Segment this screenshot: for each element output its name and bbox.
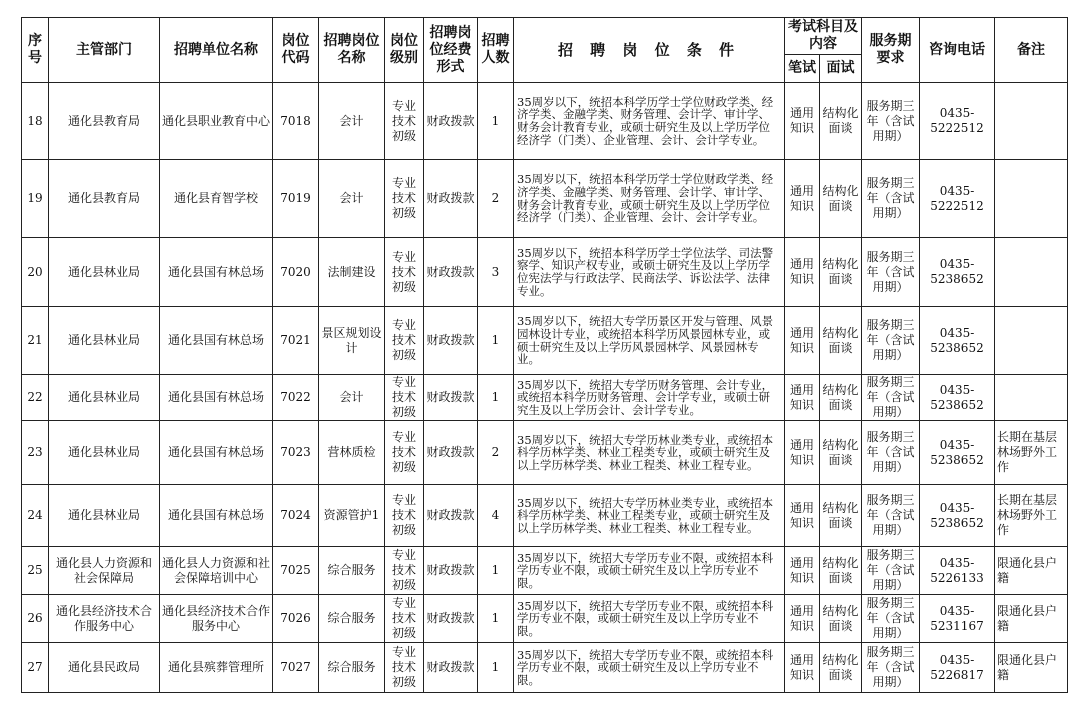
dept-cell: 通化县教育局 <box>49 83 160 160</box>
code-cell: 7021 <box>273 307 319 375</box>
phone-cell: 0435-5238652 <box>920 307 995 375</box>
table-row <box>22 238 1068 307</box>
level-cell: 专业技术初级 <box>385 595 424 643</box>
level-cell: 专业技术初级 <box>385 547 424 595</box>
dept-cell: 通化县林业局 <box>49 238 160 307</box>
phone-cell: 0435-5231167 <box>920 595 995 643</box>
unit-cell: 通化县国有林总场 <box>160 485 273 547</box>
service-cell: 服务期三年（含试用期） <box>862 595 920 643</box>
header-row <box>22 18 1068 55</box>
post-cell: 资源管护1 <box>319 485 385 547</box>
header-post: 招聘岗位名称 <box>319 18 385 83</box>
post-cell: 景区规划设计 <box>319 307 385 375</box>
unit-cell: 通化县人力资源和社会保障培训中心 <box>160 547 273 595</box>
interview-cell: 结构化面谈 <box>820 485 862 547</box>
header-conditions: 招 聘 岗 位 条 件 <box>514 18 785 83</box>
table-row <box>22 595 1068 643</box>
written-exam-cell: 通用知识 <box>785 307 820 375</box>
seq-cell: 24 <box>22 485 49 547</box>
fund-cell: 财政拨款 <box>424 375 478 421</box>
service-cell: 服务期三年（含试用期） <box>862 485 920 547</box>
interview-cell: 结构化面谈 <box>820 595 862 643</box>
service-cell: 服务期三年（含试用期） <box>862 547 920 595</box>
dept-cell: 通化县林业局 <box>49 375 160 421</box>
phone-cell: 0435-5238652 <box>920 238 995 307</box>
fund-cell: 财政拨款 <box>424 238 478 307</box>
conditions-cell: 35周岁以下，统招大专学历专业不限，或统招本科学历专业不限，或硕士研究生及以上学历专业不限。 <box>514 547 785 595</box>
note-cell: 限通化县户籍 <box>995 595 1068 643</box>
table-row <box>22 421 1068 485</box>
post-cell: 综合服务 <box>319 595 385 643</box>
post-cell: 法制建设 <box>319 238 385 307</box>
interview-cell: 结构化面谈 <box>820 83 862 160</box>
written-exam-cell: 通用知识 <box>785 238 820 307</box>
fund-cell: 财政拨款 <box>424 307 478 375</box>
phone-cell: 0435-5226133 <box>920 547 995 595</box>
header-dept: 主管部门 <box>49 18 160 83</box>
dept-cell: 通化县林业局 <box>49 307 160 375</box>
conditions-cell: 35周岁以下，统招大专学历林业类专业，或统招本科学历林学类、林业工程类专业，或硕士研究生及以上学历林学类、林业工程类、林业工程专业。 <box>514 421 785 485</box>
seq-cell: 18 <box>22 83 49 160</box>
code-cell: 7027 <box>273 643 319 693</box>
table-row <box>22 643 1068 693</box>
conditions-cell: 35周岁以下，统招大专学历专业不限，或统招本科学历专业不限，或硕士研究生及以上学历专业不限。 <box>514 595 785 643</box>
interview-cell: 结构化面谈 <box>820 547 862 595</box>
written-exam-cell: 通用知识 <box>785 485 820 547</box>
table-row <box>22 375 1068 421</box>
phone-cell: 0435-5226817 <box>920 643 995 693</box>
fund-cell: 财政拨款 <box>424 643 478 693</box>
seq-cell: 26 <box>22 595 49 643</box>
seq-cell: 19 <box>22 160 49 238</box>
service-cell: 服务期三年（含试用期） <box>862 160 920 238</box>
fund-cell: 财政拨款 <box>424 595 478 643</box>
count-cell: 1 <box>478 643 514 693</box>
header-unit: 招聘单位名称 <box>160 18 273 83</box>
written-exam-cell: 通用知识 <box>785 83 820 160</box>
code-cell: 7023 <box>273 421 319 485</box>
table-row <box>22 307 1068 375</box>
count-cell: 4 <box>478 485 514 547</box>
unit-cell: 通化县国有林总场 <box>160 421 273 485</box>
seq-cell: 22 <box>22 375 49 421</box>
unit-cell: 通化县国有林总场 <box>160 307 273 375</box>
table-row <box>22 83 1068 160</box>
code-cell: 7019 <box>273 160 319 238</box>
written-exam-cell: 通用知识 <box>785 160 820 238</box>
phone-cell: 0435-5238652 <box>920 421 995 485</box>
unit-cell: 通化县国有林总场 <box>160 238 273 307</box>
conditions-cell: 35周岁以下，统招大专学历林业类专业，或统招本科学历林学类、林业工程类专业，或硕士研究生及以上学历林学类、林业工程类、林业工程专业。 <box>514 485 785 547</box>
written-exam-cell: 通用知识 <box>785 421 820 485</box>
code-cell: 7026 <box>273 595 319 643</box>
interview-cell: 结构化面谈 <box>820 238 862 307</box>
note-cell <box>995 238 1068 307</box>
fund-cell: 财政拨款 <box>424 485 478 547</box>
dept-cell: 通化县林业局 <box>49 485 160 547</box>
header-written: 笔试 <box>785 55 820 83</box>
level-cell: 专业技术初级 <box>385 485 424 547</box>
header-exam: 考试科目及内容 <box>785 18 862 55</box>
note-cell <box>995 83 1068 160</box>
conditions-cell: 35周岁以下，统招本科学历学士学位法学、司法警察学、知识产权专业，或硕士研究生及以上学历学位宪法学与行政法学、民商法学、诉讼法学、法律专业。 <box>514 238 785 307</box>
seq-cell: 20 <box>22 238 49 307</box>
interview-cell: 结构化面谈 <box>820 375 862 421</box>
code-cell: 7025 <box>273 547 319 595</box>
written-exam-cell: 通用知识 <box>785 375 820 421</box>
dept-cell: 通化县民政局 <box>49 643 160 693</box>
service-cell: 服务期三年（含试用期） <box>862 421 920 485</box>
unit-cell: 通化县国有林总场 <box>160 375 273 421</box>
code-cell: 7020 <box>273 238 319 307</box>
fund-cell: 财政拨款 <box>424 421 478 485</box>
seq-cell: 23 <box>22 421 49 485</box>
phone-cell: 0435-5238652 <box>920 375 995 421</box>
dept-cell: 通化县教育局 <box>49 160 160 238</box>
header-phone: 咨询电话 <box>920 18 995 83</box>
header-fund: 招聘岗位经费形式 <box>424 18 478 83</box>
unit-cell: 通化县职业教育中心 <box>160 83 273 160</box>
count-cell: 2 <box>478 160 514 238</box>
conditions-cell: 35周岁以下，统招本科学历学士学位财政学类、经济学类、金融学类、财务管理、会计学、审计学、财务会计教育专业，或硕士研究生及以上学历学位经济学（门类）、企业管理、会计、会计学专业。 <box>514 83 785 160</box>
interview-cell: 结构化面谈 <box>820 643 862 693</box>
service-cell: 服务期三年（含试用期） <box>862 83 920 160</box>
dept-cell: 通化县经济技术合作服务中心 <box>49 595 160 643</box>
interview-cell: 结构化面谈 <box>820 307 862 375</box>
written-exam-cell: 通用知识 <box>785 643 820 693</box>
note-cell: 限通化县户籍 <box>995 547 1068 595</box>
fund-cell: 财政拨款 <box>424 547 478 595</box>
count-cell: 1 <box>478 375 514 421</box>
note-cell <box>995 375 1068 421</box>
post-cell: 综合服务 <box>319 643 385 693</box>
conditions-cell: 35周岁以下，统招大专学历专业不限，或统招本科学历专业不限，或硕士研究生及以上学历专业不限。 <box>514 643 785 693</box>
phone-cell: 0435-5222512 <box>920 160 995 238</box>
unit-cell: 通化县育智学校 <box>160 160 273 238</box>
header-level: 岗位级别 <box>385 18 424 83</box>
post-cell: 会计 <box>319 160 385 238</box>
header-seq: 序号 <box>22 18 49 83</box>
fund-cell: 财政拨款 <box>424 83 478 160</box>
count-cell: 3 <box>478 238 514 307</box>
unit-cell: 通化县经济技术合作服务中心 <box>160 595 273 643</box>
seq-cell: 27 <box>22 643 49 693</box>
conditions-cell: 35周岁以下，统招本科学历学士学位财政学类、经济学类、金融学类、财务管理、会计学、审计学、财务会计教育专业，或硕士研究生及以上学历学位经济学（门类）、企业管理、会计、会计学专业。 <box>514 160 785 238</box>
count-cell: 1 <box>478 83 514 160</box>
header-note: 备注 <box>995 18 1068 83</box>
level-cell: 专业技术初级 <box>385 83 424 160</box>
recruitment-table <box>21 17 1068 693</box>
recruitment-table-sheet <box>21 17 1068 693</box>
table-row <box>22 160 1068 238</box>
level-cell: 专业技术初级 <box>385 307 424 375</box>
header-code: 岗位代码 <box>273 18 319 83</box>
count-cell: 1 <box>478 595 514 643</box>
post-cell: 综合服务 <box>319 547 385 595</box>
conditions-cell: 35周岁以下，统招大专学历财务管理、会计专业，或统招本科学历财务管理、会计学专业，或硕士研究生及以上学历会计、会计学专业。 <box>514 375 785 421</box>
count-cell: 1 <box>478 307 514 375</box>
count-cell: 2 <box>478 421 514 485</box>
written-exam-cell: 通用知识 <box>785 595 820 643</box>
header-count: 招聘人数 <box>478 18 514 83</box>
unit-cell: 通化县殡葬管理所 <box>160 643 273 693</box>
table-row <box>22 547 1068 595</box>
code-cell: 7022 <box>273 375 319 421</box>
written-exam-cell: 通用知识 <box>785 547 820 595</box>
service-cell: 服务期三年（含试用期） <box>862 375 920 421</box>
phone-cell: 0435-5238652 <box>920 485 995 547</box>
interview-cell: 结构化面谈 <box>820 421 862 485</box>
table-row <box>22 485 1068 547</box>
seq-cell: 25 <box>22 547 49 595</box>
count-cell: 1 <box>478 547 514 595</box>
level-cell: 专业技术初级 <box>385 375 424 421</box>
post-cell: 会计 <box>319 83 385 160</box>
post-cell: 营林质检 <box>319 421 385 485</box>
post-cell: 会计 <box>319 375 385 421</box>
code-cell: 7024 <box>273 485 319 547</box>
seq-cell: 21 <box>22 307 49 375</box>
phone-cell: 0435-5222512 <box>920 83 995 160</box>
table-body <box>22 83 1068 693</box>
level-cell: 专业技术初级 <box>385 238 424 307</box>
service-cell: 服务期三年（含试用期） <box>862 643 920 693</box>
level-cell: 专业技术初级 <box>385 160 424 238</box>
level-cell: 专业技术初级 <box>385 421 424 485</box>
service-cell: 服务期三年（含试用期） <box>862 238 920 307</box>
dept-cell: 通化县林业局 <box>49 421 160 485</box>
fund-cell: 财政拨款 <box>424 160 478 238</box>
level-cell: 专业技术初级 <box>385 643 424 693</box>
interview-cell: 结构化面谈 <box>820 160 862 238</box>
note-cell <box>995 160 1068 238</box>
note-cell: 长期在基层林场野外工作 <box>995 421 1068 485</box>
header-interview: 面试 <box>820 55 862 83</box>
dept-cell: 通化县人力资源和社会保障局 <box>49 547 160 595</box>
conditions-cell: 35周岁以下，统招大专学历景区开发与管理、风景园林设计专业，或统招本科学历风景园林专业，或硕士研究生及以上学历风景园林学、风景园林专业。 <box>514 307 785 375</box>
note-cell: 长期在基层林场野外工作 <box>995 485 1068 547</box>
header-service: 服务期要求 <box>862 18 920 83</box>
code-cell: 7018 <box>273 83 319 160</box>
note-cell: 限通化县户籍 <box>995 643 1068 693</box>
service-cell: 服务期三年（含试用期） <box>862 307 920 375</box>
note-cell <box>995 307 1068 375</box>
